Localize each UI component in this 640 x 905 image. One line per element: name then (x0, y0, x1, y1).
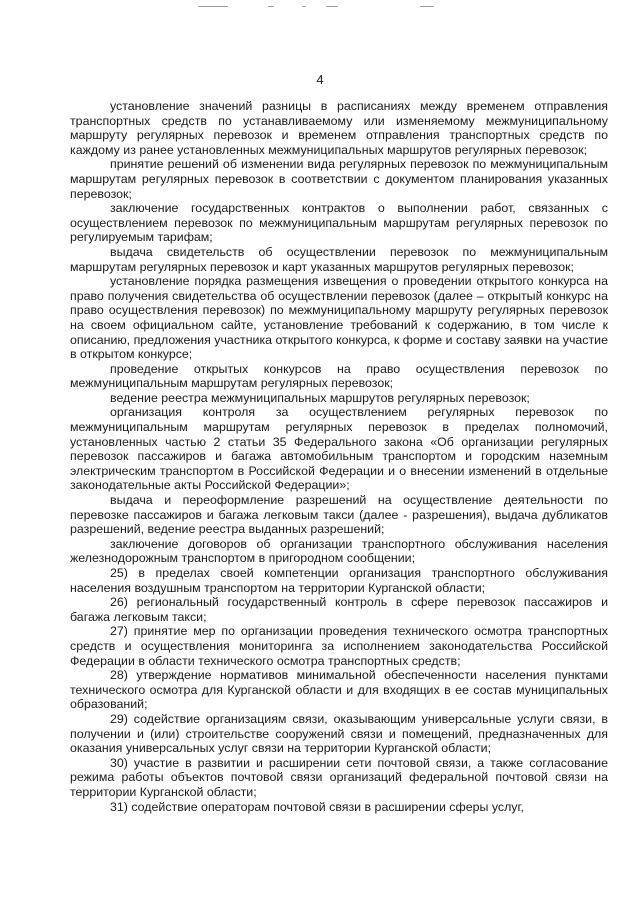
scan-artifacts (0, 6, 640, 10)
paragraph: выдача и переоформление разрешений на осуществление деятельности по перевозке пассажиров и багажа легковым такси (далее - разрешения), выдача дубликатов разрешений, ведение реестра выданных разрешений; (70, 493, 608, 537)
scan-artifact-mark (198, 6, 228, 7)
document-body (70, 99, 608, 814)
page-number: 4 (316, 72, 324, 87)
paragraph: ведение реестра межмуниципальных маршрутов регулярных перевозок; (110, 390, 530, 405)
scan-artifact-mark (268, 6, 274, 7)
paragraph: 28) утверждение нормативов минимальной обеспеченности населения пунктами технического осмотра для Курганской области и для входящих в ее состав муниципальных образований; (70, 668, 608, 712)
paragraph: организация контроля за осуществлением регулярных перевозок по межмуниципальным маршрутам регулярных перевозок в пределах полномочий, установленных частью 2 статьи 35 Федерального закона «Об организации регулярных перевозок пассажиров и багажа автомобильным транспортом и городским наземным электрическим транспортом в Российской Федерации и о внесении изменений в отдельные законодательные акты Российской Федерации»; (70, 405, 608, 493)
paragraph: 31) содействие операторам почтовой связи в расширении сферы услуг, (110, 799, 524, 814)
paragraph: 26) региональный государственный контроль в сфере перевозок пассажиров и багажа легковым такси; (70, 595, 608, 624)
paragraph: заключение договоров об организации транспортного обслуживания населения железнодорожным транспортом в пригородном сообщении; (70, 536, 608, 566)
paragraph: установление значений разницы в расписаниях между временем отправления транспортных средств по устанавливаемому или изменяемому межмуниципальному маршруту регулярных перевозок и временем отправления транспортных средств по каждому из ранее установленных межмуниципальных маршрутов регулярных перевозок; (70, 99, 608, 157)
scan-artifact-mark (326, 6, 338, 7)
scan-artifact-mark (420, 6, 434, 7)
paragraph: установление порядка размещения извещения о проведении открытого конкурса на право получения свидетельства об осуществлении перевозок (далее – открытый конкурс на право осуществления перевозок) по межмуниципальному маршруту регулярных перевозок на своем официальном сайте, установление требований к содержанию, в том числе к описанию, предложения участника открытого конкурса, к форме и составу заявки на участие в открытом конкурсе; (70, 274, 608, 362)
paragraph: проведение открытых конкурсов на право осуществления перевозок по межмуниципальным маршрутам регулярных перевозок; (70, 361, 608, 391)
paragraph: заключение государственных контрактов о выполнении работ, связанных с осуществлением перевозок по межмуниципальным маршрутам регулярных перевозок по регулируемым тарифам; (70, 201, 608, 245)
paragraph: 25) в пределах своей компетенции организация транспортного обслуживания населения воздушным транспортом на территории Курганской области; (70, 566, 608, 595)
scan-artifact-mark (302, 6, 306, 7)
paragraph: выдача свидетельств об осуществлении перевозок по межмуниципальным маршрутам регулярных перевозок и карт указанных маршрутов регулярных перевозок; (70, 244, 608, 274)
paragraph: 30) участие в развитии и расширении сети почтовой связи, а также согласование режима работы объектов почтовой связи организаций федеральной почтовой связи на территории Курганской области; (70, 755, 608, 799)
paragraph: 27) принятие мер по организации проведения технического осмотра транспортных средств и осуществления мониторинга за исполнением законодательства Российской Федерации в области технического осмотра транспортных средств; (70, 624, 608, 668)
paragraph: 29) содействие организациям связи, оказывающим универсальные услуги связи, в получении и (или) строительстве сооружений связи и помещений, предназначенных для оказания универсальных услуг связи на территории Курганской области; (70, 711, 608, 756)
paragraph: принятие решений об изменении вида регулярных перевозок по межмуниципальным маршрутам регулярных перевозок в соответствии с документом планирования указанных перевозок; (70, 157, 608, 201)
